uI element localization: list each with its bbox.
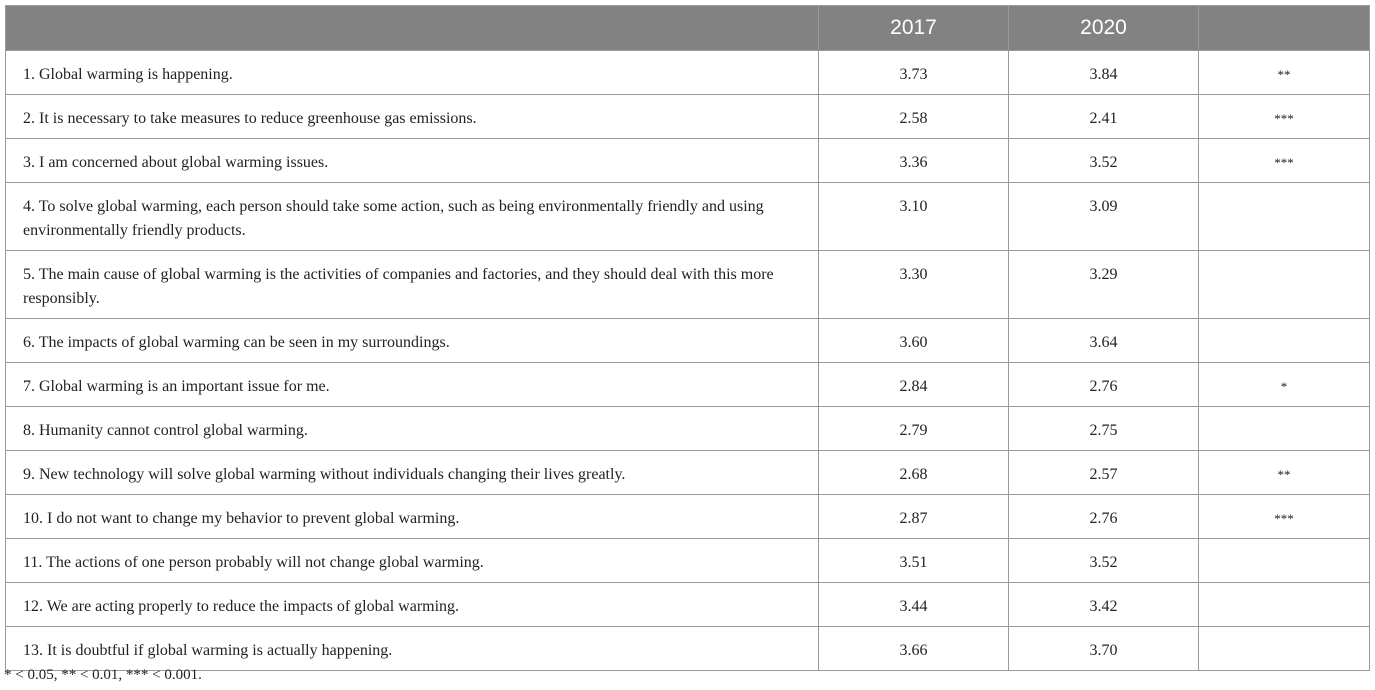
- table-row: [6, 495, 1370, 539]
- value-2017-cell: 3.73: [819, 51, 1009, 95]
- significance-cell: ***: [1199, 139, 1370, 183]
- item-cell: 10. I do not want to change my behavior to prevent global warming.: [6, 495, 819, 539]
- table-row: [6, 539, 1370, 583]
- table-row: [6, 319, 1370, 363]
- item-cell: 13. It is doubtful if global warming is actually happening.: [6, 627, 819, 671]
- value-2020-cell: 3.64: [1009, 319, 1199, 363]
- value-2017-cell: 3.10: [819, 183, 1009, 251]
- header-row: [6, 6, 1370, 51]
- significance-cell: ***: [1199, 495, 1370, 539]
- value-2017-cell: 3.60: [819, 319, 1009, 363]
- significance-cell: ***: [1199, 95, 1370, 139]
- significance-cell: [1199, 251, 1370, 319]
- significance-cell: **: [1199, 51, 1370, 95]
- value-2020-cell: 2.41: [1009, 95, 1199, 139]
- significance-cell: [1199, 583, 1370, 627]
- header-item: [6, 6, 819, 51]
- item-cell: 11. The actions of one person probably will not change global warming.: [6, 539, 819, 583]
- item-cell: 9. New technology will solve global warming without individuals changing their lives greatly.: [6, 451, 819, 495]
- value-2017-cell: 2.84: [819, 363, 1009, 407]
- header-2020: 2020: [1009, 6, 1199, 51]
- value-2020-cell: 2.76: [1009, 495, 1199, 539]
- significance-cell: [1199, 407, 1370, 451]
- significance-cell: [1199, 319, 1370, 363]
- table-row: [6, 183, 1370, 251]
- table-row: [6, 583, 1370, 627]
- value-2017-cell: 3.30: [819, 251, 1009, 319]
- significance-cell: [1199, 539, 1370, 583]
- table-row: [6, 451, 1370, 495]
- value-2020-cell: 3.09: [1009, 183, 1199, 251]
- significance-cell: [1199, 627, 1370, 671]
- header-significance: [1199, 6, 1370, 51]
- header-2017: 2017: [819, 6, 1009, 51]
- value-2017-cell: 3.44: [819, 583, 1009, 627]
- table-row: [6, 407, 1370, 451]
- item-cell: 12. We are acting properly to reduce the impacts of global warming.: [6, 583, 819, 627]
- significance-cell: *: [1199, 363, 1370, 407]
- value-2020-cell: 3.29: [1009, 251, 1199, 319]
- item-cell: 4. To solve global warming, each person should take some action, such as being environmentally friendly and using environmentally friendly products.: [6, 183, 819, 251]
- value-2020-cell: 2.76: [1009, 363, 1199, 407]
- item-cell: 3. I am concerned about global warming issues.: [6, 139, 819, 183]
- value-2020-cell: 2.75: [1009, 407, 1199, 451]
- significance-footnote: * < 0.05, ** < 0.01, *** < 0.001.: [4, 667, 202, 683]
- value-2020-cell: 3.84: [1009, 51, 1199, 95]
- value-2020-cell: 3.52: [1009, 139, 1199, 183]
- item-cell: 7. Global warming is an important issue for me.: [6, 363, 819, 407]
- results-table: [5, 5, 1370, 671]
- item-cell: 2. It is necessary to take measures to reduce greenhouse gas emissions.: [6, 95, 819, 139]
- value-2017-cell: 3.51: [819, 539, 1009, 583]
- item-cell: 5. The main cause of global warming is the activities of companies and factories, and they should deal with this more responsibly.: [6, 251, 819, 319]
- significance-cell: **: [1199, 451, 1370, 495]
- value-2017-cell: 3.66: [819, 627, 1009, 671]
- table-row: [6, 139, 1370, 183]
- table-row: [6, 363, 1370, 407]
- value-2017-cell: 2.58: [819, 95, 1009, 139]
- item-cell: 6. The impacts of global warming can be seen in my surroundings.: [6, 319, 819, 363]
- value-2017-cell: 2.68: [819, 451, 1009, 495]
- value-2020-cell: 3.42: [1009, 583, 1199, 627]
- value-2020-cell: 2.57: [1009, 451, 1199, 495]
- value-2020-cell: 3.52: [1009, 539, 1199, 583]
- item-cell: 1. Global warming is happening.: [6, 51, 819, 95]
- table-row: [6, 95, 1370, 139]
- value-2017-cell: 2.87: [819, 495, 1009, 539]
- table-row: [6, 51, 1370, 95]
- value-2017-cell: 3.36: [819, 139, 1009, 183]
- table-row: [6, 627, 1370, 671]
- table-row: [6, 251, 1370, 319]
- value-2020-cell: 3.70: [1009, 627, 1199, 671]
- value-2017-cell: 2.79: [819, 407, 1009, 451]
- significance-cell: [1199, 183, 1370, 251]
- item-cell: 8. Humanity cannot control global warming.: [6, 407, 819, 451]
